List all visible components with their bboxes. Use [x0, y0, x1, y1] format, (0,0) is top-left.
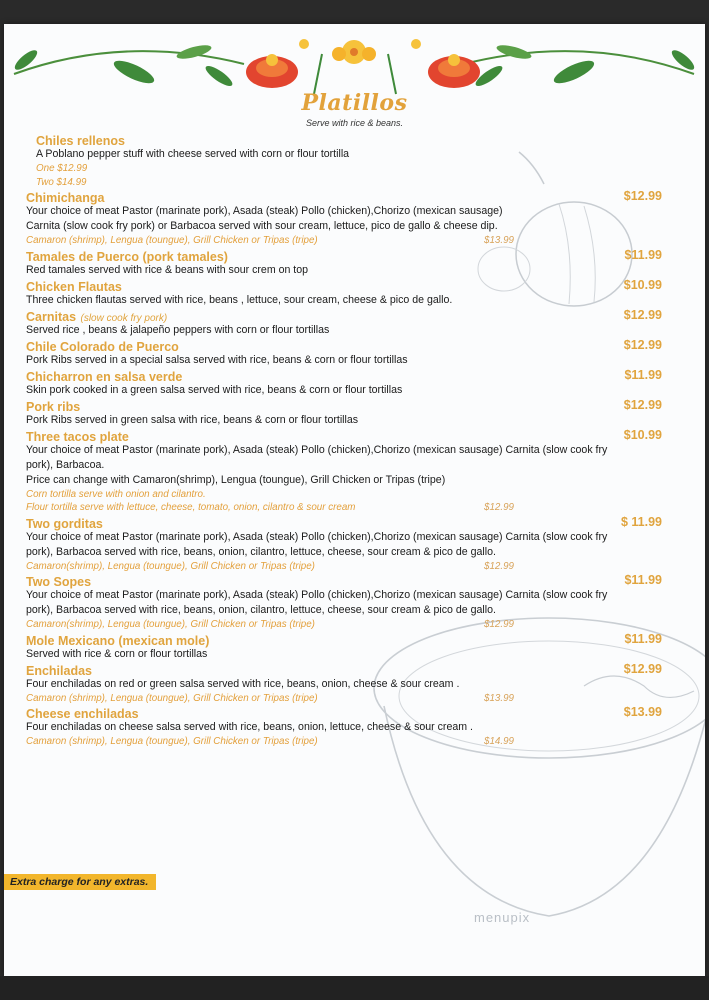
- menu-item-header: [26, 705, 686, 720]
- menu-item: [26, 428, 686, 515]
- menu-item-price: $11.99: [624, 247, 662, 262]
- menu-item-description: A Poblano pepper stuff with cheese served with corn or flour tortilla: [36, 148, 350, 160]
- menu-item-description: Served rice , beans & jalapeño peppers with corn or flour tortillas: [26, 323, 330, 336]
- menu-item-description: Your choice of meat Pastor (marinate pork), Asada (steak) Pollo (chicken),Chorizo (mexican sausage) Carnita (slow cook fry: [26, 589, 608, 601]
- menu-item: [26, 398, 686, 428]
- menu-item-description: Pork Ribs served in a special salsa served with rice, beans & corn or flour tortillas: [26, 353, 408, 366]
- menu-item: [26, 368, 686, 398]
- menu-item: [26, 248, 686, 278]
- menu-item-option: [26, 692, 686, 706]
- menu-item-price: $10.99: [623, 277, 662, 292]
- menu-item-option-text: One $12.99: [36, 163, 88, 174]
- menu-item-name: Mole Mexicano (mexican mole): [26, 633, 210, 648]
- menu-item: [26, 278, 686, 308]
- menu-item-description: Red tamales served with rice & beans with sour crem on top: [26, 263, 309, 276]
- menu-item-header: [26, 338, 686, 353]
- menu-item: [26, 632, 686, 662]
- menu-item-description: Four enchiladas on cheese salsa served with rice, beans, onion, lettuce, cheese & sour cream .: [26, 721, 473, 733]
- menu-item-price: $11.99: [624, 631, 662, 646]
- menu-item-header: [26, 308, 686, 323]
- menu-item-option-text: Camaron (shrimp), Lengua (toungue), Grill Chicken or Tripas (tripe): [26, 235, 318, 246]
- menu-item-option-text: Camaron(shrimp), Lengua (toungue), Grill Chicken or Tripas (tripe): [26, 619, 315, 630]
- menu-item-option-text: Corn tortilla serve with onion and cilantro.: [26, 488, 206, 500]
- menu-item-name-note: (slow cook fry pork): [80, 312, 168, 324]
- menu-item-header: [26, 515, 686, 530]
- photo-bottom-edge: [0, 976, 709, 1000]
- menu-item: [26, 705, 686, 749]
- menu-item-price: $12.99: [623, 397, 662, 412]
- menu-item-name: Chimichanga: [26, 191, 105, 205]
- menu-item-name: Tamales de Puerco (pork tamales): [26, 249, 228, 264]
- menu-item-option-text: Camaron(shrimp), Lengua (toungue), Grill Chicken or Tripas (tripe): [26, 560, 315, 572]
- section-subtitle: Serve with rice & beans.: [305, 118, 404, 128]
- menu-item-description: Three chicken flautas served with rice, beans , lettuce, sour cream, cheese & pico de gallo.: [26, 293, 453, 306]
- menu-item-option: [36, 162, 686, 176]
- menu-item-name: Two gorditas: [26, 516, 103, 531]
- menu-item-name: Chile Colorado de Puerco: [26, 339, 179, 354]
- menu-item-price: $12.99: [623, 189, 662, 203]
- menu-item-header: [26, 632, 686, 647]
- menu-item-description: Skin pork cooked in a green salsa served with rice, beans & corn or flour tortillas: [26, 383, 403, 396]
- menu-item-name: Enchiladas: [26, 663, 92, 678]
- extra-charge-badge: Extra charge for any extras.: [4, 874, 156, 890]
- menu-item: [26, 662, 686, 706]
- menu-item-option-text: Camaron (shrimp), Lengua (toungue), Grill Chicken or Tripas (tripe): [26, 736, 318, 747]
- menu-item-price: $11.99: [624, 573, 662, 587]
- menu-item-option-text: Camaron (shrimp), Lengua (toungue), Grill Chicken or Tripas (tripe): [26, 692, 318, 704]
- menu-item-description: Your choice of meat Pastor (marinate pork), Asada (steak) Pollo (chicken),Chorizo (mexican sausage): [26, 205, 503, 217]
- menu-item-option: [26, 560, 686, 574]
- menu-item-price: $ 11.99: [620, 514, 662, 529]
- menu-item-description: pork), Barbacoa served with rice, beans, onion, cilantro, lettuce, cheese, sour cream & pico de gallo.: [26, 604, 496, 616]
- menu-item: [26, 308, 686, 338]
- menu-item-option-price: $13.99: [484, 235, 514, 246]
- menu-item-name: Chiles rellenos: [36, 134, 125, 148]
- menu-item-price: $10.99: [623, 427, 662, 442]
- menu-page: [4, 24, 705, 976]
- menu-item-description: Price can change with Camaron(shrimp), Lengua (toungue), Grill Chicken or Tripas (tripe): [26, 473, 446, 486]
- menu-item-option-text: Flour tortilla serve with lettuce, cheese, tomato, onion, cilantro & sour cream: [26, 502, 356, 513]
- menu-item-option: [26, 735, 686, 749]
- menu-item-description: Pork Ribs served in green salsa with rice, beans & corn or flour tortillas: [26, 413, 359, 426]
- menu-item-name: Cheese enchiladas: [26, 707, 139, 721]
- menu-item-description: Your choice of meat Pastor (marinate pork), Asada (steak) Pollo (chicken),Chorizo (mexican sausage) Carnita (slow cook fry: [26, 530, 608, 543]
- menu-item-option: [26, 501, 686, 515]
- menu-item-price: $12.99: [623, 307, 662, 322]
- menu-item-option-price: $13.99: [484, 692, 514, 704]
- menu-item-option-price: $12.99: [484, 619, 514, 630]
- menu-item: [26, 573, 686, 632]
- menu-item-header: [26, 428, 686, 443]
- menu-item: [36, 132, 686, 189]
- menu-item-description: pork), Barbacoa.: [26, 458, 105, 471]
- menu-item-header: [26, 398, 686, 413]
- menu-item: [26, 338, 686, 368]
- menu-item-option: [26, 488, 686, 502]
- menu-item-description: Your choice of meat Pastor (marinate pork), Asada (steak) Pollo (chicken),Chorizo (mexican sausage) Carnita (slow cook fry: [26, 443, 608, 456]
- menu-item-header: [26, 278, 686, 293]
- menu-item-option: [36, 176, 686, 190]
- menu-item: [26, 515, 686, 574]
- menu-item-header: [26, 368, 686, 383]
- menu-item-description: Carnita (slow cook fry pork) or Barbacoa served with sour cream, lettuce, pico de gallo & cheese dip.: [26, 220, 498, 232]
- menu-list: [26, 132, 686, 749]
- menu-item-description: Served with rice & corn or flour tortillas: [26, 647, 208, 660]
- menu-item-name: Pork ribs: [26, 399, 81, 414]
- menu-item-header: [26, 248, 686, 263]
- menu-item-description: pork), Barbacoa served with rice, beans, onion, cilantro, lettuce, cheese, sour cream & pico de gallo.: [26, 545, 496, 558]
- menu-item-name: Three tacos plate: [26, 429, 129, 444]
- menu-item-header: [36, 132, 686, 147]
- watermark-text: menupix: [474, 910, 531, 925]
- menu-item-option: [26, 618, 686, 632]
- menu-item-price: $11.99: [624, 367, 662, 382]
- menu-item-header: [26, 189, 686, 204]
- menu-item-name: Two Sopes: [26, 575, 92, 589]
- menu-item-header: [26, 573, 686, 588]
- menu-item-option-price: $12.99: [484, 502, 514, 513]
- menu-item-price: $12.99: [623, 661, 662, 676]
- menu-item-header: [26, 662, 686, 677]
- menu-item-option-price: $12.99: [484, 560, 514, 572]
- menu-item-option-text: Two $14.99: [36, 176, 87, 188]
- menu-item-name: Carnitas: [26, 309, 77, 324]
- menu-item-option: [26, 234, 686, 248]
- menu-item-description: Four enchiladas on red or green salsa served with rice, beans, onion, cheese & sour cream .: [26, 677, 460, 690]
- menu-item-price: $12.99: [623, 337, 662, 352]
- menu-item-option-price: $14.99: [484, 736, 514, 747]
- menu-item-price: $13.99: [623, 705, 662, 719]
- menu-item-name: Chicharron en salsa verde: [26, 369, 183, 384]
- menu-item: [26, 189, 686, 248]
- section-title: Platillos: [301, 90, 408, 116]
- menu-item-name: Chicken Flautas: [26, 279, 122, 294]
